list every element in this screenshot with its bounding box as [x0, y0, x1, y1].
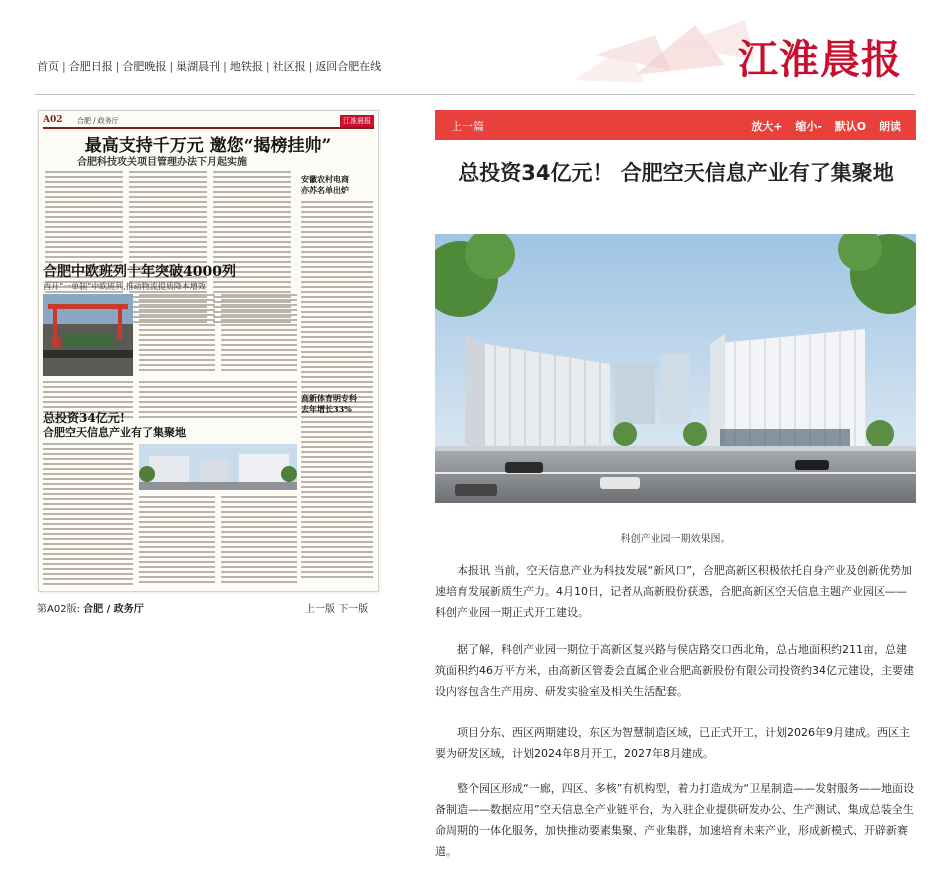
- next-page-link[interactable]: 下一版: [338, 604, 369, 615]
- reading-tools: [742, 118, 901, 134]
- nav-separator: |: [169, 60, 174, 73]
- zoom-in-button[interactable]: 放大+: [751, 120, 783, 133]
- read-aloud-button[interactable]: 朗读: [879, 120, 901, 133]
- paper-header: [43, 115, 374, 129]
- paper-headline-3a[interactable]: 总投资34亿元!: [43, 411, 125, 425]
- hero-image-caption: 科创产业园一期效果图。: [620, 534, 731, 545]
- site-logo[interactable]: 江淮晨报: [738, 36, 902, 83]
- paper-park-photo[interactable]: [139, 444, 297, 490]
- article-hero-image: [435, 234, 916, 503]
- nav-separator: |: [265, 60, 270, 73]
- article-paragraph: 据了解，科创产业园一期位于高新区复兴路与侯店路交口西北角，总占地面积约211亩，总建筑面积约46万平方米，由高新区管委会直属企业合肥高新股份有限公司投资约34亿元建设，主要建设内容包含生产用房、研发实验室及相关生活配套。: [435, 643, 914, 698]
- article-title: 总投资34亿元！ 合肥空天信息产业有了集聚地: [458, 161, 894, 185]
- paper-side-headline-1[interactable]: 安徽农村电商 亦苏名单出炉: [301, 174, 349, 195]
- paper-side-headline-2[interactable]: 高新体育明专科 去年增长33%: [301, 393, 357, 414]
- page-navigation: [305, 600, 368, 615]
- nav-separator: |: [223, 60, 227, 73]
- prev-page-link[interactable]: 上一版: [305, 604, 335, 615]
- nav-separator: |: [308, 60, 313, 73]
- header-divider: [35, 94, 915, 95]
- page-edition-caption: [37, 600, 144, 615]
- paper-train-photo[interactable]: [43, 294, 133, 376]
- article-paragraph: 项目分东、西区两期建设，东区为智慧制造区域，已正式开工，计划2026年9月建成。西区主要为研发区域，计划2024年8月开工，2027年8月建成。: [435, 726, 910, 760]
- top-nav: [37, 58, 381, 74]
- edition-label: 第A02版:: [37, 604, 80, 615]
- paper-text-column: [139, 496, 215, 586]
- paper-subhead-2: 西开“一单制”中欧班列,推动物流提质降本增效: [43, 282, 206, 291]
- paper-text-column: [221, 294, 297, 374]
- nav-community[interactable]: 社区报: [272, 60, 306, 73]
- paper-headline-3b[interactable]: 合肥空天信息产业有了集聚地: [43, 426, 186, 439]
- nav-back-hefei-online[interactable]: 返回合肥在线: [315, 60, 382, 73]
- article-toolbar: [435, 110, 916, 140]
- paper-text-column: [221, 496, 297, 586]
- paper-brand: 江淮晨报: [340, 115, 374, 127]
- nav-metro[interactable]: 地铁报: [229, 60, 263, 73]
- paper-headline-1[interactable]: 最高支持千万元 邀您“揭榜挂帅”: [84, 136, 332, 156]
- nav-hefei-daily[interactable]: 合肥日报: [68, 60, 113, 73]
- paper-subhead-1: 合肥科技攻关项目管理办法下月起实施: [77, 157, 247, 168]
- prev-article-link[interactable]: 上一篇: [451, 120, 484, 133]
- paper-section: 合肥 / 政务厅: [77, 117, 119, 125]
- nav-separator: |: [62, 60, 66, 73]
- newspaper-page-thumbnail[interactable]: [38, 110, 379, 592]
- article-paragraph: 整个园区形成“一廊，四区、多核”有机构型，着力打造成为“卫星制造——发射服务——地面设备制造——数据应用”空天信息全产业链平台，为入驻企业提供研发办公、生产测试、集成总装全生命周期的一体化服务，加快推动要素集聚、产业集群，加速培育未来产业，形成新模式、开辟新赛道。: [435, 782, 915, 858]
- paper-text-column: [139, 294, 215, 374]
- zoom-out-button[interactable]: 缩小-: [795, 120, 822, 133]
- paper-page-number: A02: [43, 115, 63, 125]
- paper-text-column: [43, 443, 133, 588]
- paper-text-column: [139, 381, 297, 421]
- article-paragraph: 本报讯 当前，空天信息产业为科技发展“新风口”，合肥高新区积极依托自身产业及创新优势加速培育发展新质生产力。4月10日，记者从高新股份获悉，合肥高新区空天信息主题产业园区——科创产业园一期正式开工建设。: [435, 564, 912, 619]
- edition-section[interactable]: 合肥 / 政务厅: [83, 604, 144, 615]
- nav-home[interactable]: 首页: [37, 60, 59, 73]
- nav-chaohu[interactable]: 巢湖晨刊: [176, 60, 221, 73]
- nav-hefei-evening[interactable]: 合肥晚报: [122, 60, 167, 73]
- paper-text-column: [301, 421, 373, 581]
- default-size-button[interactable]: 默认O: [834, 120, 867, 133]
- paper-headline-2[interactable]: 合肥中欧班列十年突破4000列: [43, 264, 236, 280]
- nav-separator: |: [115, 60, 120, 73]
